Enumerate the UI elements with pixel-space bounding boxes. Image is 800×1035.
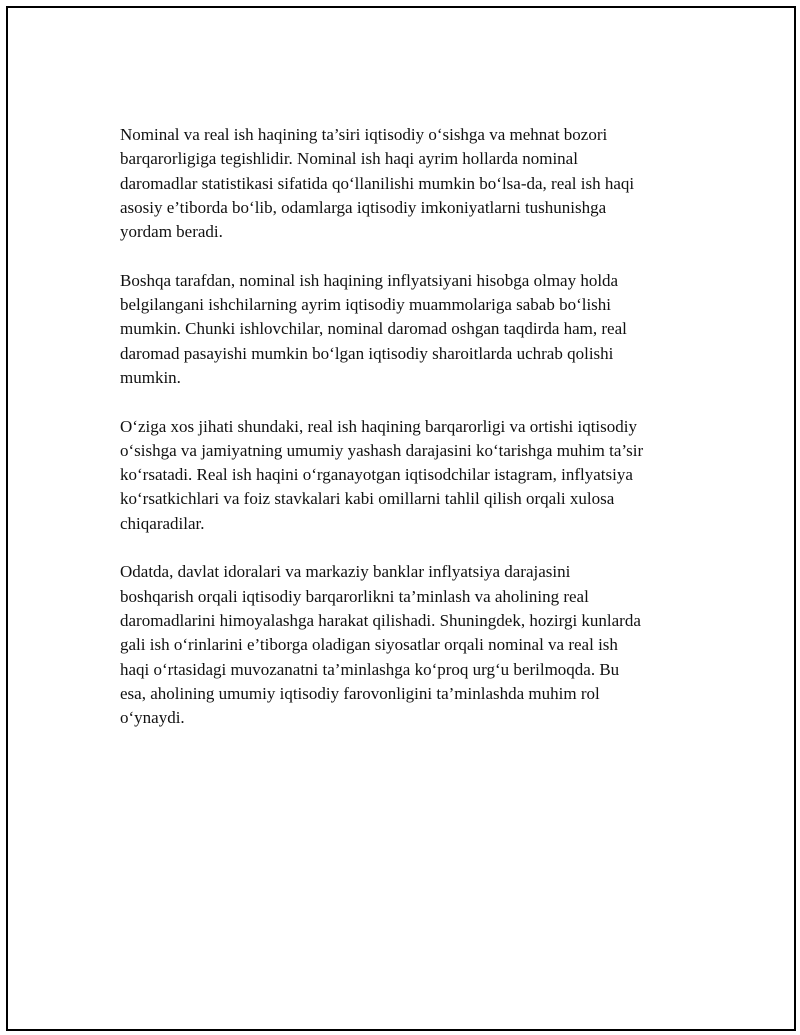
text-line: yordam beradi. bbox=[120, 222, 223, 242]
text-line: haqi o‘rtasidagi muvozanatni ta’minlashga ko‘proq urg‘u berilmoqda. Bu bbox=[120, 659, 620, 679]
text-line: daromadlar statistikasi sifatida qo‘llanilishi mumkin bo‘lsa-da, real ish haqi bbox=[120, 173, 635, 193]
paragraph-1 bbox=[120, 123, 710, 244]
text-line: Boshqa tarafdan, nominal ish haqining inflyatsiyani hisobga olmay holda bbox=[120, 270, 619, 290]
text-line: barqarorligiga tegishlidir. Nominal ish haqi ayrim hollarda nominal bbox=[120, 149, 578, 169]
text-line: daromadlarini himoyalashga harakat qilishadi. Shuningdek, hozirgi kunlarda bbox=[120, 610, 641, 630]
text-line: boshqarish orqali iqtisodiy barqarorlikni ta’minlash va aholining real bbox=[120, 586, 589, 606]
text-line: daromad pasayishi mumkin bo‘lgan iqtisodiy sharoitlarda uchrab qolishi bbox=[120, 343, 614, 363]
text-line: chiqaradilar. bbox=[120, 513, 205, 533]
paragraph-2 bbox=[120, 269, 710, 390]
text-line: belgilangani ishchilarning ayrim iqtisodiy muammolariga sabab bo‘lishi bbox=[120, 295, 612, 315]
text-line: esa, aholining umumiy iqtisodiy farovonligini ta’minlashda muhim rol bbox=[120, 683, 600, 703]
paragraph-4 bbox=[120, 560, 710, 730]
text-line: o‘sishga va jamiyatning umumiy yashash darajasini ko‘tarishga muhim ta’sir bbox=[120, 440, 644, 460]
text-line: asosiy e’tiborda bo‘lib, odamlarga iqtisodiy imkoniyatlarni tushunishga bbox=[120, 197, 607, 217]
text-line: mumkin. Chunki ishlovchilar, nominal daromad oshgan taqdirda ham, real bbox=[120, 319, 627, 339]
text-line: mumkin. bbox=[120, 367, 181, 387]
text-line: Odatda, davlat idoralari va markaziy banklar inflyatsiya darajasini bbox=[120, 562, 571, 582]
text-line: Nominal va real ish haqining ta’siri iqtisodiy o‘sishga va mehnat bozori bbox=[120, 125, 608, 144]
text-line: O‘ziga xos jihati shundaki, real ish haqining barqarorligi va ortishi iqtisodiy bbox=[120, 416, 637, 436]
paragraph-3 bbox=[120, 415, 710, 536]
text-line: ko‘rsatkichlari va foiz stavkalari kabi omillarni tahlil qilish orqali xulosa bbox=[120, 489, 615, 509]
text-line: ko‘rsatadi. Real ish haqini o‘rganayotgan iqtisodchilar istagram, inflyatsiya bbox=[120, 465, 633, 485]
text-line: gali ish o‘rinlarini e’tiborga oladigan siyosatlar orqali nominal va real ish bbox=[120, 635, 618, 655]
text-line: o‘ynaydi. bbox=[120, 708, 185, 728]
document-body bbox=[120, 123, 710, 755]
page-frame bbox=[6, 6, 796, 1031]
